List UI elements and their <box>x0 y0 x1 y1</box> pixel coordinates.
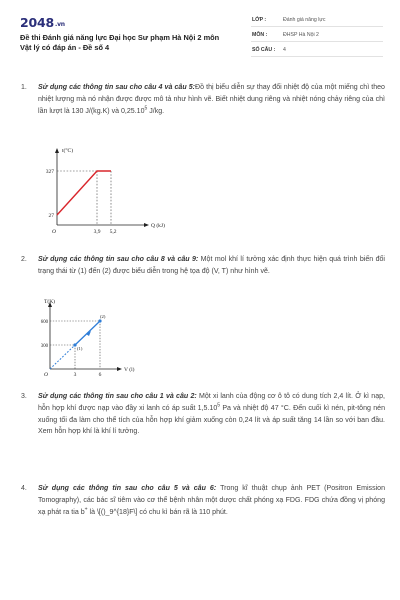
figure-2-x-arrow <box>117 367 122 371</box>
figure-1-curve <box>57 171 111 215</box>
figure-1-tick-39: 3,9 <box>93 229 101 235</box>
figure-2-y-label: T(K) <box>44 299 55 305</box>
question-1-lead: Sử dụng các thông tin sau cho câu 4 và câu 5: <box>38 84 196 91</box>
question-2-body: Một mol khí lí tưởng xác định thực hiện quá trình biến đổi trạng thái từ (1) đến (2) được biểu diễn trong hệ tọa độ (V, T) như hình vẽ. <box>38 256 385 275</box>
question-4-number: 4. <box>21 485 27 492</box>
figure-2-tick-300: 300 <box>40 344 48 349</box>
figure-2-state-2-label: (2) <box>100 314 106 319</box>
figure-1-y-arrow <box>55 148 59 153</box>
figure-1-x-arrow <box>144 223 149 227</box>
meta-count-value: 4 <box>283 47 286 53</box>
question-3-sup: 5 <box>217 402 221 409</box>
figure-1-y-label: t(°C) <box>62 148 74 154</box>
question-3-body: Một xi lanh của động cơ ô tô có dung tích 2,4 lít. Ở kì nạp, hỗn hợp khí được nạp vào đầy xi lanh có áp suất 1,5.10 <box>38 393 385 412</box>
document-title <box>20 33 250 53</box>
question-3-number: 3. <box>21 393 27 400</box>
question-3-tail: Pa và nhiệt độ 47 °C. Đến cuối kì nén, pit-tông nén xuống tối đa làm cho thể tích của hỗn hợp khí giảm xuống còn 0,24 lít và áp suất tăng 14 lần so với ban đầu. Xem hỗn hợp khí là khí lí tưởng. <box>38 404 385 436</box>
meta-class-row <box>251 14 383 27</box>
meta-class-key: LỚP : <box>252 17 267 23</box>
meta-subject-value: ĐHSP Hà Nội 2 <box>283 32 319 38</box>
figure-1-tick-327: 327 <box>45 169 54 175</box>
figure-2-extension <box>50 345 75 369</box>
question-1-number: 1. <box>21 84 27 91</box>
question-1-body: Đồ thị biểu diễn sự thay đổi nhiệt độ của một miếng chì theo nhiệt lượng mà nó nhận được được mô tả như hình vẽ. Biết nhiệt dung riêng và nhiệt nóng chảy riêng của chì lần lượt là 130 J/(kg.K) và 0,25.10 <box>38 84 385 115</box>
question-3-text <box>38 391 385 438</box>
document-title-line-1: Đề thi Đánh giá năng lực Đại học Sư phạm Hà Nội 2 môn <box>20 33 220 42</box>
question-4-text <box>38 483 385 518</box>
meta-count-row <box>251 44 383 57</box>
figure-2-vt-graph <box>30 297 150 379</box>
figure-2-x-label: V (l) <box>124 367 135 373</box>
question-2-number: 2. <box>21 256 27 263</box>
meta-class-value: Đánh giá năng lực <box>283 17 326 23</box>
figure-1-temperature-graph <box>30 145 165 240</box>
figure-2-process-line <box>75 321 100 345</box>
question-4-body: Trong kĩ thuật chụp ảnh PET (Positron Emission Tomography), các bác sĩ tiêm vào cơ thể bệnh nhân một dược chất phóng xạ FDG. FDG chứa đồng vị phóng xạ phát ra tia b <box>38 485 385 516</box>
meta-subject-row <box>251 29 383 42</box>
figure-2-origin: O <box>44 372 48 378</box>
question-3-lead: Sử dụng các thông tin sau cho câu 1 và câu 2: <box>38 393 197 400</box>
question-4-tail: là \[()_9^{18}F\] có chu kì bán rã là 110 phút. <box>87 508 228 516</box>
site-logo[interactable]: 2048.vn <box>20 15 65 30</box>
question-4-lead: Sử dụng các thông tin sau cho câu 5 và câu 6: <box>38 485 217 492</box>
figure-1-x-label: Q (kJ) <box>151 223 165 229</box>
question-1-tail: J/kg. <box>147 107 165 115</box>
meta-count-key: SỐ CÂU : <box>252 47 276 53</box>
question-2-text <box>38 254 385 278</box>
figure-1-origin: O <box>52 229 56 235</box>
figure-2-tick-600: 600 <box>40 320 48 325</box>
figure-2-tick-3: 3 <box>73 372 77 378</box>
question-1-sup: 5 <box>144 105 148 112</box>
document-title-line-2: Vật lý có đáp án - Đề số 4 <box>20 43 110 52</box>
question-2-lead: Sử dụng các thông tin sau cho câu 8 và câu 9: <box>38 256 199 263</box>
question-4-sup: + <box>84 506 88 513</box>
question-1-text <box>38 82 385 117</box>
figure-2-state-1-label: (1) <box>77 346 83 351</box>
figure-1-tick-27: 27 <box>48 213 54 219</box>
figure-2-tick-6: 6 <box>98 372 102 378</box>
meta-subject-key: MÔN : <box>252 32 268 38</box>
figure-1-tick-52: 5,2 <box>109 229 117 235</box>
figure-2-state-2-point <box>98 319 101 322</box>
